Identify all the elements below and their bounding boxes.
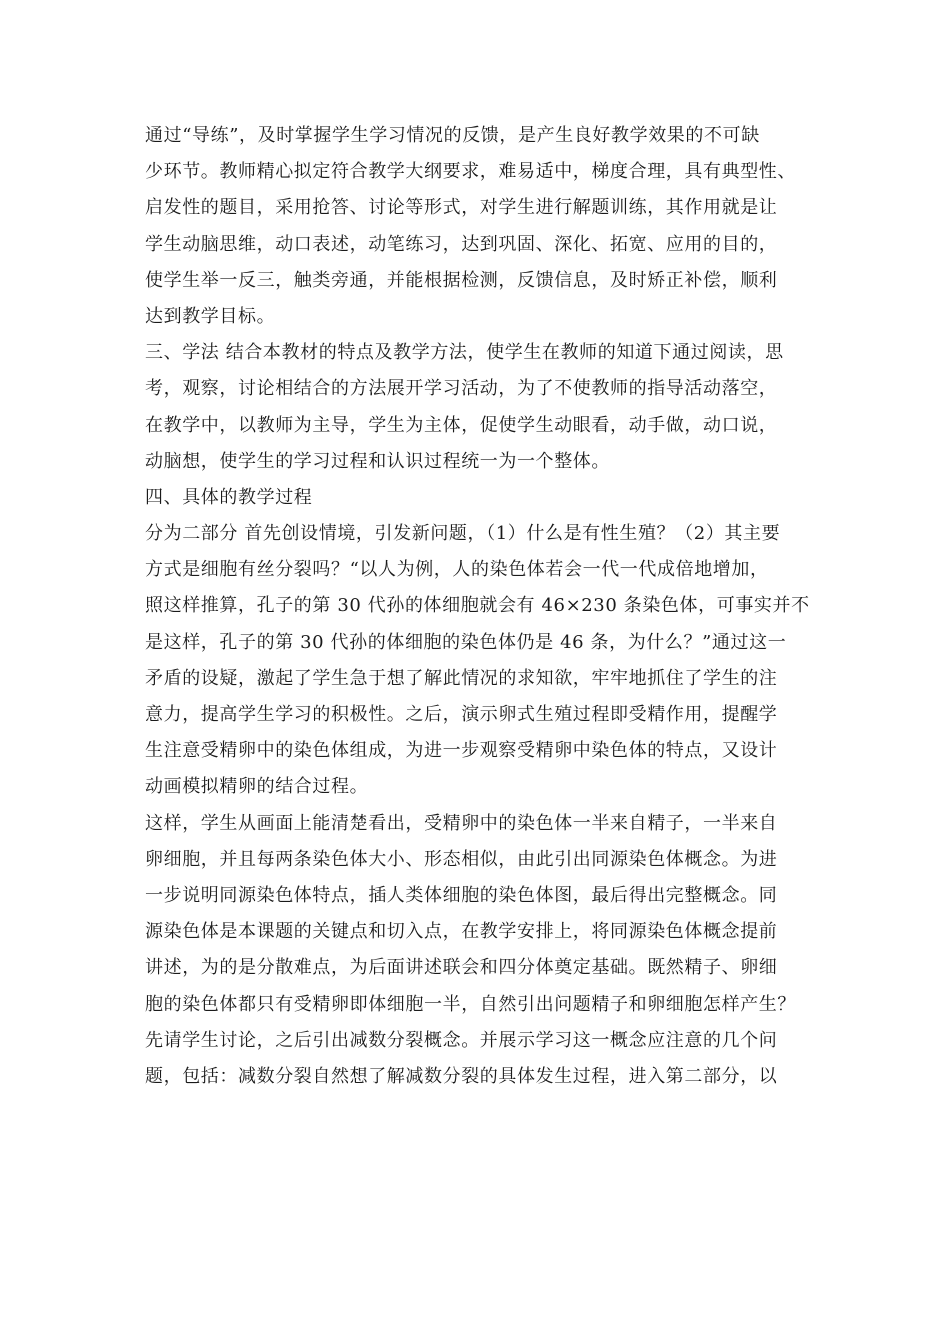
text-line: 考，观察，讨论相结合的方法展开学习活动，为了不使教师的指导活动落空，	[145, 378, 778, 400]
text-line: 矛盾的设疑，激起了学生急于想了解此情况的求知欲，牢牢地抓住了学生的注	[145, 667, 778, 689]
text-line: 方式是细胞有丝分裂吗？“以人为例，人的染色体若会一代一代成倍地增加，	[145, 559, 769, 581]
section-heading-teaching-process: 四、具体的教学过程	[145, 486, 313, 508]
text-line: 源染色体是本课题的关键点和切入点，在教学安排上，将同源染色体概念提前	[145, 921, 778, 943]
text-line: 动画模拟精卵的结合过程。	[145, 776, 369, 798]
text-line: 分为二部分 首先创设情境，引发新问题，（1）什么是有性生殖？（2）其主要	[145, 523, 781, 545]
section-heading-learning-method: 三、学法 结合本教材的特点及教学方法，使学生在教师的知道下通过阅读，思	[145, 342, 784, 364]
text-line: 使学生举一反三，触类旁通，并能根据检测，反馈信息，及时矫正补偿，顺利	[145, 269, 778, 291]
text-line: 这样，学生从画面上能清楚看出，受精卵中的染色体一半来自精子，一半来自	[145, 812, 778, 834]
text-line: 动脑想，使学生的学习过程和认识过程统一为一个整体。	[145, 450, 610, 472]
text-line: 是这样，孔子的第 30 代孙的体细胞的染色体仍是 46 条，为什么？”通过这一	[145, 631, 787, 653]
text-line: 通过“导练”，及时掌握学生学习情况的反馈，是产生良好教学效果的不可缺	[145, 125, 760, 146]
body-text	[145, 118, 810, 1095]
text-line: 启发性的题目，采用抢答、讨论等形式，对学生进行解题训练，其作用就是让	[145, 197, 778, 219]
text-line: 生注意受精卵中的染色体组成，为进一步观察受精卵中染色体的特点，又设计	[145, 740, 778, 762]
text-line: 少环节。教师精心拟定符合教学大纲要求，难易适中，梯度合理，具有典型性、	[145, 161, 796, 183]
text-line: 先请学生讨论，之后引出减数分裂概念。并展示学习这一概念应注意的几个问	[145, 1029, 778, 1051]
text-line: 讲述，为的是分散难点，为后面讲述联会和四分体奠定基础。既然精子、卵细	[145, 957, 778, 979]
text-line: 一步说明同源染色体特点，插人类体细胞的染色体图，最后得出完整概念。同	[145, 884, 778, 906]
text-line: 达到教学目标。	[145, 305, 276, 327]
text-line: 题，包括：减数分裂自然想了解减数分裂的具体发生过程，进入第二部分，以	[145, 1065, 778, 1087]
text-line: 学生动脑思维，动口表述，动笔练习，达到巩固、深化、拓宽、应用的目的，	[145, 233, 778, 255]
text-line: 胞的染色体都只有受精卵即体细胞一半，自然引出问题精子和卵细胞怎样产生？	[145, 993, 796, 1015]
text-line: 卵细胞，并且每两条染色体大小、形态相似，由此引出同源染色体概念。为进	[145, 848, 778, 870]
text-line: 意力，提高学生学习的积极性。之后，演示卵式生殖过程即受精作用，提醒学	[145, 704, 778, 725]
text-line: 在教学中，以教师为主导，学生为主体，促使学生动眼看，动手做，动口说，	[145, 414, 778, 436]
text-line: 照这样推算，孔子的第 30 代孙的体细胞就会有 46×230 条染色体，可事实并不	[145, 595, 810, 617]
